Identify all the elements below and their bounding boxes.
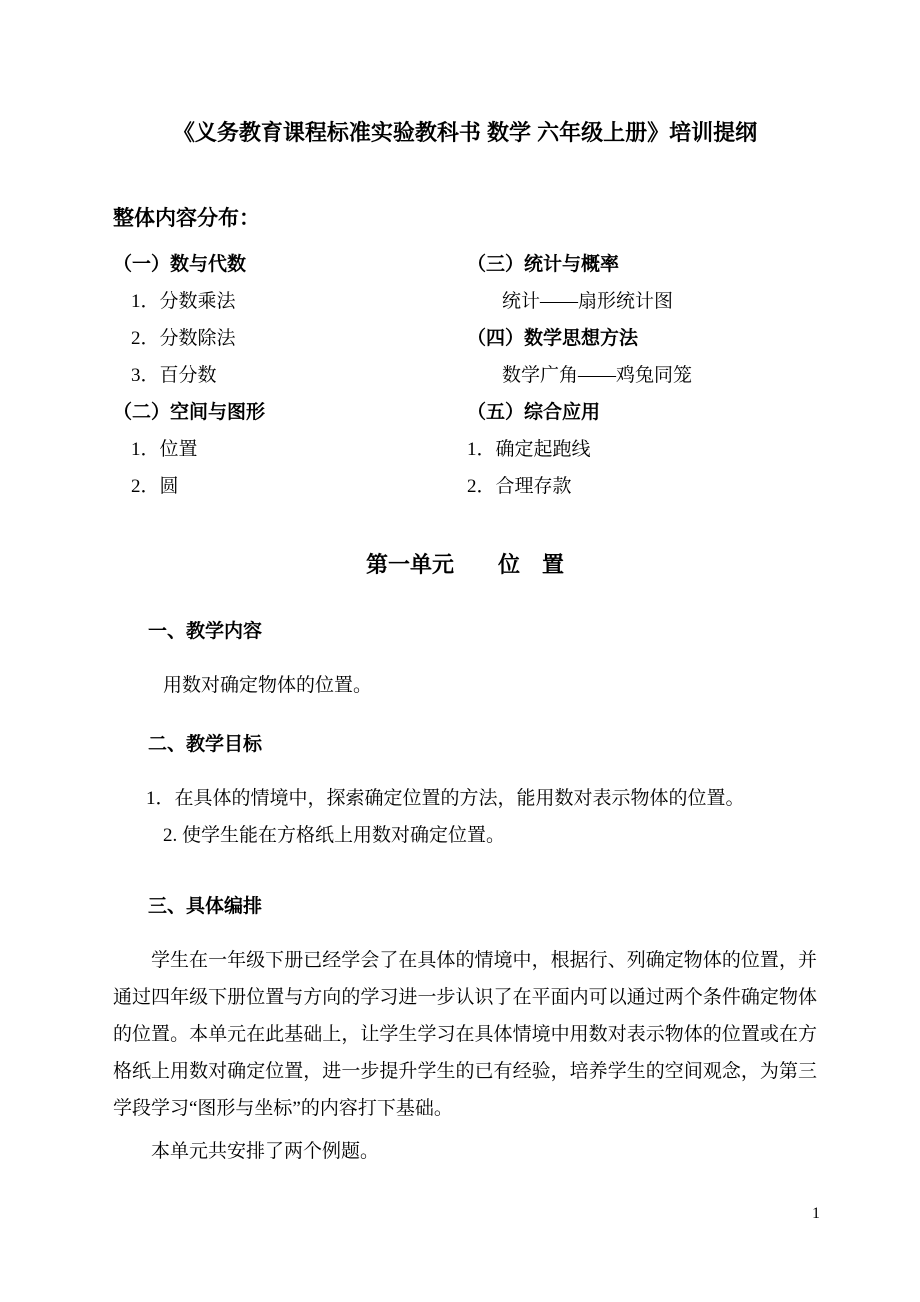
paragraph: 学生在一年级下册已经学会了在具体的情境中，根据行、列确定物体的位置，并通过四年级下册位置与方向的学习进一步认识了在平面内可以通过两个条件确定物体的位置。本单元在此基础上，让学生学习在具体情境中用数对表示物体的位置或在方格纸上用数对确定位置，进一步提升学生的已有经验，培养学生的空间观念，为第三学段学习“图形与坐标”的内容打下基础。 xyxy=(113,950,817,1119)
paragraph: 1．在具体的情境中，探索确定位置的方法，能用数对表示物体的位置。 xyxy=(146,788,745,809)
list-item: 3．百分数 xyxy=(131,365,217,386)
list-item: 数学广角——鸡兔同笼 xyxy=(502,365,693,386)
list-item: （二）空间与图形 xyxy=(113,402,266,423)
overview-heading: 整体内容分布： xyxy=(113,207,260,230)
list-item: 1．位置 xyxy=(131,439,198,460)
overview-right-column xyxy=(463,246,817,505)
list-item: 统计——扇形统计图 xyxy=(502,291,674,312)
list-item: 2．圆 xyxy=(131,476,179,497)
spacer xyxy=(113,854,817,866)
overview-left-column xyxy=(113,246,463,505)
list-item: 1．分数乘法 xyxy=(131,291,236,312)
list-item: （一）数与代数 xyxy=(113,254,247,275)
section-heading: 二、教学目标 xyxy=(148,734,263,755)
section-heading: 一、教学内容 xyxy=(148,621,263,642)
doc-title: 《义务教育课程标准实验教科书 数学 六年级上册》培训提纲 xyxy=(172,120,758,145)
paragraph: 本单元共安排了两个例题。 xyxy=(151,1141,380,1162)
list-item: 1．确定起跑线 xyxy=(467,439,591,460)
paragraph: 2. 使学生能在方格纸上用数对确定位置。 xyxy=(163,825,506,846)
page-number: 1 xyxy=(812,1205,820,1222)
list-item: （五）综合应用 xyxy=(467,402,601,423)
overview-columns xyxy=(113,246,817,505)
section-heading: 三、具体编排 xyxy=(148,896,263,917)
list-item: 2．合理存款 xyxy=(467,476,572,497)
list-item: （三）统计与概率 xyxy=(467,254,620,275)
unit-heading: 第一单元 位 置 xyxy=(365,552,564,577)
list-item: （四）数学思想方法 xyxy=(467,328,639,349)
list-item: 2．分数除法 xyxy=(131,328,236,349)
paragraph: 用数对确定物体的位置。 xyxy=(163,675,373,696)
